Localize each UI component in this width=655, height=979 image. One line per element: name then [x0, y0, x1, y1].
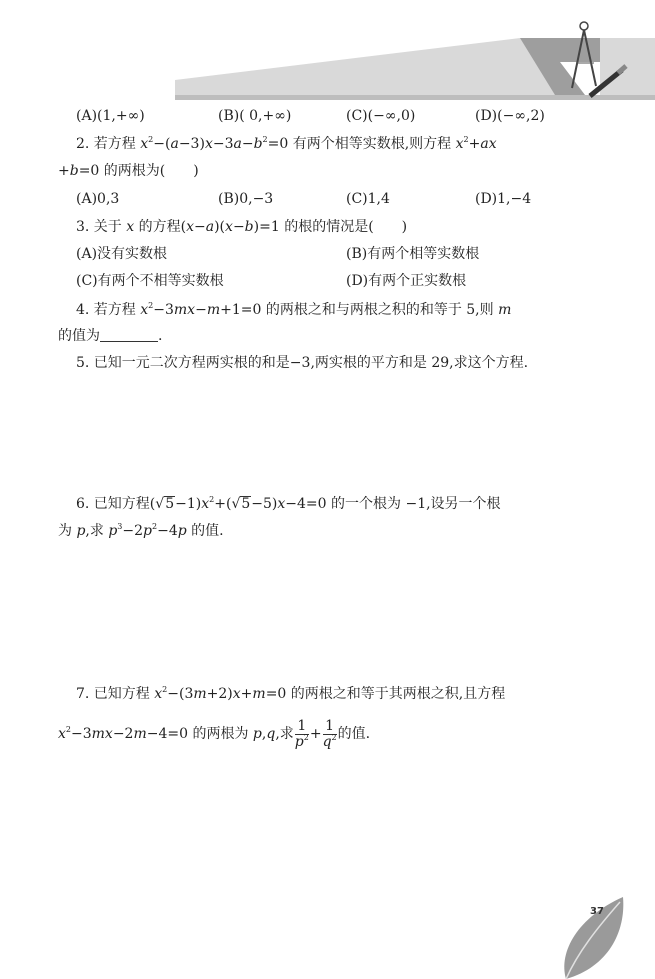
q3-option-d: (D)有两个正实数根: [346, 273, 467, 289]
q2-option-d: (D)1,−4: [475, 191, 532, 207]
q6-stem-line2: 为 p,求 $p^3-2p^2-4p$ 的值.: [58, 522, 224, 539]
q3-option-a: (A)没有实数根: [76, 246, 168, 262]
q3-option-b: (B)有两个相等实数根: [346, 246, 480, 262]
q6-stem-line1: 6. 已知方程$(√5-1)x^2+(√5-5)x-4=0$ 的一个根为 −1,设另一个根: [76, 495, 501, 512]
answer-blank[interactable]: [100, 327, 158, 342]
q1-option-a: (A)(1,+∞): [76, 108, 145, 124]
fraction-1-over-p-squared: $\frac{1}{p^2}$: [294, 717, 309, 750]
q1-option-b: (B)( 0,+∞): [218, 108, 292, 124]
leaf-icon: [548, 892, 628, 979]
fraction-1-over-q-squared: $\frac{1}{q^2}$: [322, 717, 337, 750]
q2-stem-line1: 2. 若方程 $x^2-(a-3)x-3a-b^2=0$ 有两个相等实数根,则方程 $x^2+ax$: [76, 135, 497, 152]
q1-option-d: (D)(−∞,2): [475, 108, 545, 124]
q2-option-c: (C)1,4: [346, 191, 390, 207]
q2-option-b: (B)0,−3: [218, 191, 274, 207]
q2-option-a: (A)0,3: [76, 191, 120, 207]
q1-option-c: (C)(−∞,0): [346, 108, 416, 124]
sqrt-symbol: √: [231, 496, 241, 512]
q4-stem-line1: 4. 若方程 $x^2-3mx-m+1=0$ 的两根之和与两根之积的和等于 5,则 m: [76, 301, 512, 318]
q2-stem-line2: +b=0 的两根为( ): [58, 163, 199, 179]
q7-stem-line1: 7. 已知方程 $x^2-(3m+2)x+m=0$ 的两根之和等于其两根之积,且方程: [76, 685, 506, 702]
q4-stem-line2: 的值为 .: [58, 328, 163, 344]
header-decoration: [0, 0, 655, 110]
q3-stem: 3. 关于 x 的方程(x−a)(x−b)=1 的根的情况是( ): [76, 219, 408, 235]
compass-icon: [560, 18, 630, 98]
q5-stem: 5. 已知一元二次方程两实根的和是−3,两实根的平方和是 29,求这个方程.: [76, 355, 529, 371]
page-number: 37: [590, 906, 604, 917]
q3-option-c: (C)有两个不相等实数根: [76, 273, 224, 289]
sqrt-symbol: √: [155, 496, 165, 512]
q7-stem-line2: $x^2-3mx-2m-4=0$ 的两根为 p,q,求 $\frac{1}{p^2}$ + $\frac{1}{q^2}$ 的值.: [58, 717, 371, 750]
